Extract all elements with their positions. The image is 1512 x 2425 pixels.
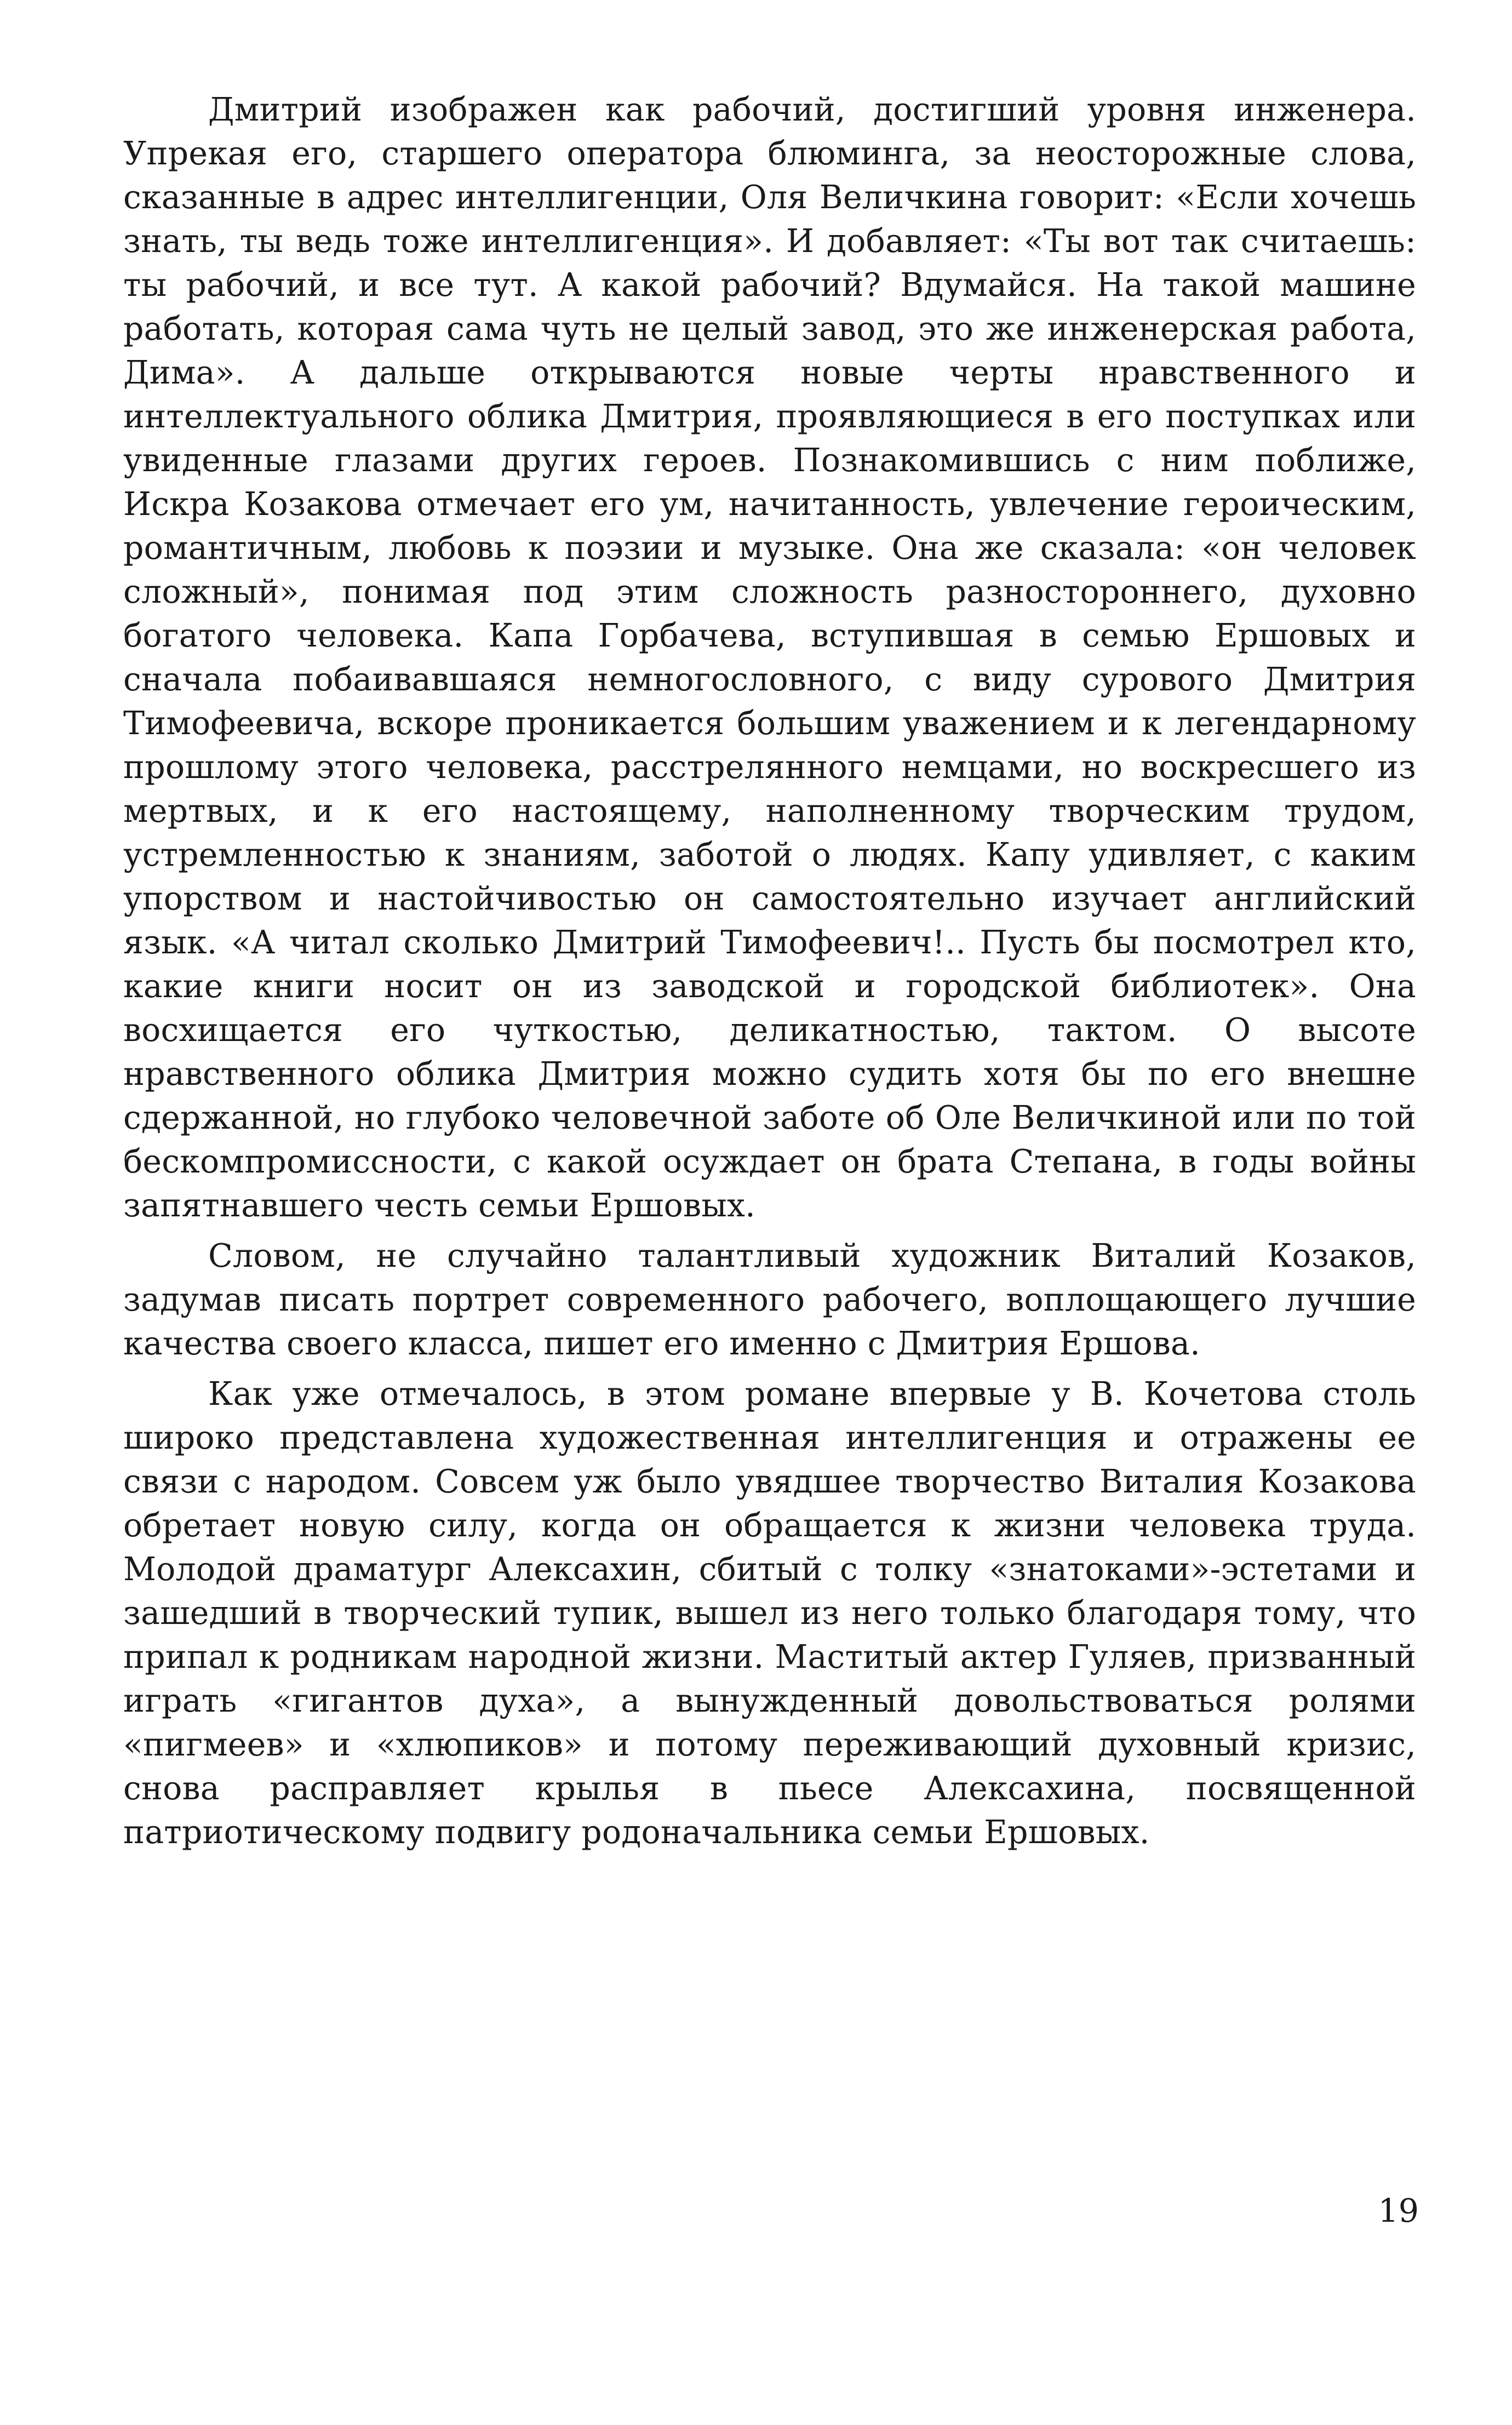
paragraph-1: Дмитрий изображен как рабочий, достигший уровня инженера. Упрекая его, старшего оператора блюминга, за неосторожные слова, сказанные в адрес интеллигенции, Оля Величкина говорит: «Если хочешь знать, ты ведь тоже интеллигенция». И добавляет: «Ты вот так считаешь: ты рабочий, и все тут. А какой рабочий? Вдумайся. На такой машине работать, которая сама чуть не целый завод, это же инженерская работа, Дима». А дальше открываются новые черты нравственного и интеллектуального облика Дмитрия, проявляющиеся в его поступках или увиденные глазами других героев. Познакомившись с ним поближе, Искра Козакова отмечает его ум, начитанность, увлечение героическим, романтичным, любовь к поэзии и музыке. Она же сказала: «он человек сложный», понимая под этим сложность разностороннего, духовно богатого человека. Капа Горбачева, вступившая в семью Ершовых и сначала побаивавшаяся немногословного, с виду сурового Дмитрия Тимофеевича, вскоре проникается большим уважением и к легендарному прошлому этого человека, расстрелянного немцами, но воскресшего из мертвых, и к его настоящему, наполненному творческим трудом, устремленностью к знаниям, заботой о людях. Капу удивляет, с каким упорством и настойчивостью он самостоятельно изучает английский язык. «А читал сколько Дмитрий Тимофеевич!.. Пусть бы посмотрел кто, какие книги носит он из заводской и городской библиотек». Она восхищается его чуткостью, деликатностью, тактом. О высоте нравственного облика Дмитрия можно судить хотя бы по его внешне сдержанной, но глубоко человечной заботе об Оле Величкиной или по той бескомпромиссности, с какой осуждает он брата Степана, в годы войны запятнавшего честь семьи Ершовых.	[123, 91, 1416, 1224]
page-body	[123, 88, 1416, 1854]
paragraph-2: Словом, не случайно талантливый художник Виталий Козаков, задумав писать портрет современного рабочего, воплощающего лучшие качества своего класса, пишет его именно с Дмитрия Ершова.	[123, 1237, 1416, 1362]
paragraph-3: Как уже отмечалось, в этом романе впервые у В. Кочетова столь широко представлена художественная интеллигенция и отражены ее связи с народом. Совсем уж было увядшее творчество Виталия Козакова обретает новую силу, когда он обращается к жизни человека труда. Молодой драматург Алексахин, сбитый с толку «знатоками»-эстетами и зашедший в творческий тупик, вышел из него только благодаря тому, что припал к родникам народной жизни. Маститый актер Гуляев, призванный играть «гигантов духа», а вынужденный довольствоваться ролями «пигмеев» и «хлюпиков» и потому переживающий духовный кризис, снова расправляет крылья в пьесе Алексахина, посвященной патриотическому подвигу родоначальника семьи Ершовых.	[123, 1375, 1416, 1851]
page-number: 19	[1378, 2192, 1419, 2229]
